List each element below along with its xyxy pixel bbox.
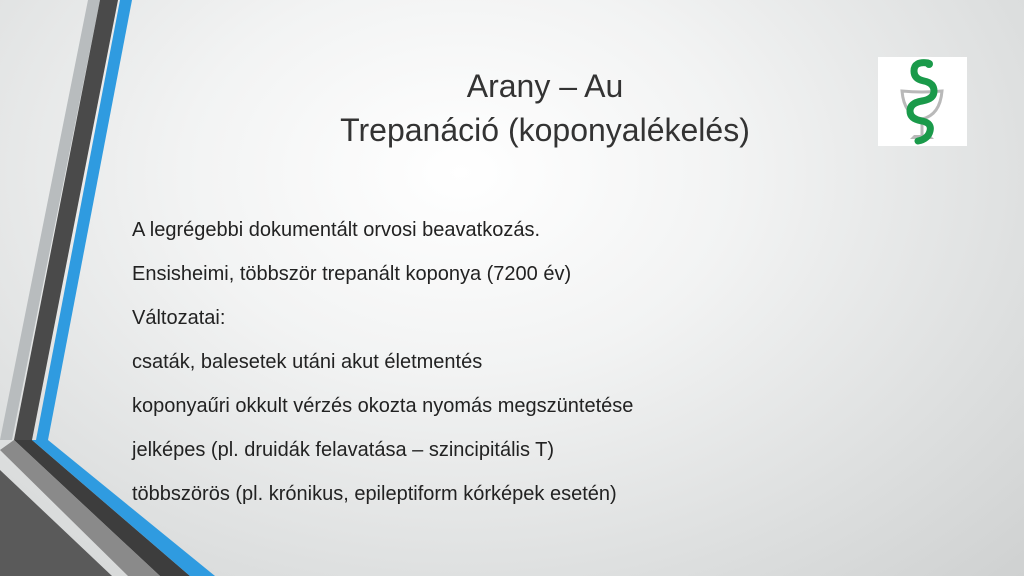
- pharmacy-logo: [878, 57, 967, 146]
- body-line-3: Változatai:: [132, 307, 226, 329]
- body-line-1: A legrégebbi dokumentált orvosi beavatkozás.: [132, 219, 541, 241]
- slide-title-line2: Trepanáció (koponyalékelés): [340, 112, 750, 148]
- body-line-5: koponyaűri okkult vérzés okozta nyomás megszüntetése: [132, 395, 634, 417]
- body-line-4: csaták, balesetek utáni akut életmentés: [132, 351, 483, 373]
- body-line-6: jelképes (pl. druidák felavatása – szincipitális T): [132, 439, 555, 461]
- slide-title-line1: Arany – Au: [466, 68, 624, 104]
- body-line-2: Ensisheimi, többször trepanált koponya (7200 év): [132, 263, 572, 285]
- slide-body: [132, 212, 832, 520]
- body-line-7: többszörös (pl. krónikus, epileptiform kórképek esetén): [132, 483, 617, 505]
- bowl-of-hygieia-icon: [878, 57, 967, 146]
- stripe-dark-upper: [14, 0, 118, 440]
